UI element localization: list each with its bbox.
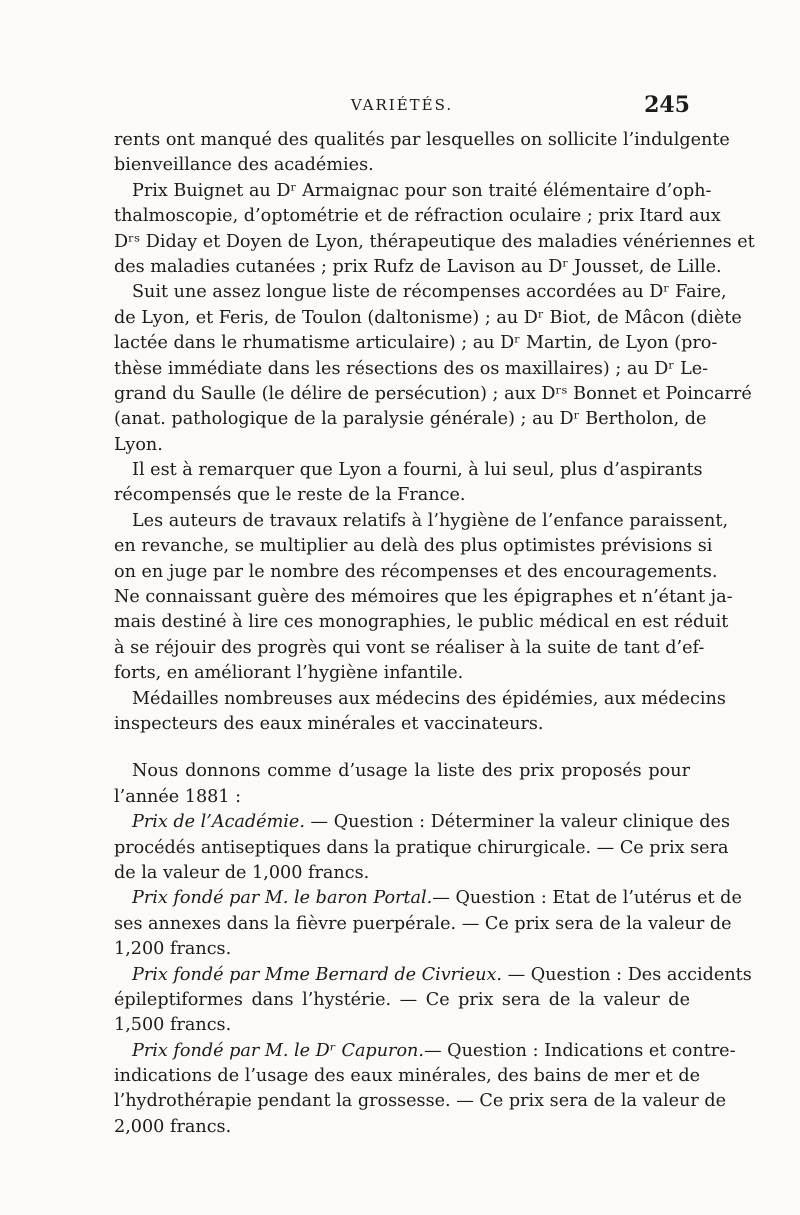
- text-line: [114, 861, 690, 886]
- running-header: [114, 92, 690, 124]
- line-text: grand du Saulle (le délire de persécution) ; aux Dʳˢ Bonnet et Poincarré: [114, 383, 752, 404]
- text-line: [114, 280, 727, 305]
- text-line: [114, 912, 732, 937]
- text-line: [114, 483, 690, 508]
- text-line: [114, 937, 690, 962]
- page-number: 245: [644, 92, 690, 118]
- text-line: [114, 433, 690, 458]
- text-line: [114, 836, 729, 861]
- text-line: [114, 610, 729, 635]
- line-text: Lyon.: [114, 434, 163, 455]
- line-text: de Lyon, et Feris, de Toulon (daltonisme) ; au Dʳ Biot, de Mâcon (diète: [114, 307, 742, 328]
- text-line: [114, 458, 703, 483]
- text-line: [114, 560, 718, 585]
- line-text: on en juge par le nombre des récompenses et des encouragements.: [114, 561, 718, 582]
- text-line: [114, 712, 690, 737]
- line-text: (anat. pathologique de la paralysie générale) ; au Dʳ Bertholon, de: [114, 409, 707, 430]
- text-line: [114, 357, 709, 382]
- text-line: [114, 759, 690, 784]
- prize-name: Prix de l’Académie.: [132, 812, 305, 833]
- line-text: mais destiné à lire ces monographies, le public médical en est réduit: [114, 612, 729, 633]
- text-line: [114, 785, 690, 810]
- line-text: Il est à remarquer que Lyon a fourni, à lui seul, plus d’aspirants: [132, 460, 703, 481]
- text-line: [114, 204, 721, 229]
- line-text: lactée dans le rhumatisme articulaire) ; au Dʳ Martin, de Lyon (pro-: [114, 333, 718, 354]
- line-text: procédés antiseptiques dans la pratique chirurgicale. — Ce prix sera: [114, 837, 729, 858]
- line-text: bienveillance des académies.: [114, 155, 374, 176]
- text-line: [114, 306, 742, 331]
- text-line: [114, 810, 730, 835]
- text-line: [114, 230, 755, 255]
- line-text: ses annexes dans la fièvre puerpérale. — Ce prix sera de la valeur de: [114, 913, 732, 934]
- line-text: — Question : Indications et contre-: [423, 1040, 736, 1061]
- text-line: [114, 1115, 690, 1140]
- text-line: [114, 128, 730, 153]
- text-line: [114, 988, 690, 1013]
- text-line: [114, 153, 690, 178]
- text-line: [114, 963, 752, 988]
- line-text: indications de l’usage des eaux minérales, des bains de mer et de: [114, 1066, 701, 1087]
- line-text: en revanche, se multiplier au delà des plus optimistes prévisions si: [114, 536, 713, 557]
- line-text: Les auteurs de travaux relatifs à l’hygiène de l’enfance paraissent,: [132, 510, 729, 531]
- line-text: Médailles nombreuses aux médecins des épidémies, aux médecins: [132, 688, 726, 709]
- line-text: Nous donnons comme d’usage la liste des prix proposés pour: [132, 761, 690, 782]
- prize-name: Prix fondé par Mme Bernard de Civrieux.: [132, 964, 502, 985]
- line-text: forts, en améliorant l’hygiène infantile.: [114, 663, 464, 684]
- line-text: — Question : Etat de l’utérus et de: [432, 888, 742, 909]
- line-text: Dʳˢ Diday et Doyen de Lyon, thérapeutique des maladies vénériennes et: [114, 231, 755, 252]
- line-text: 1,200 francs.: [114, 939, 232, 960]
- line-text: 2,000 francs.: [114, 1116, 232, 1137]
- line-text: 1,500 francs.: [114, 1015, 232, 1036]
- line-text: rents ont manqué des qualités par lesquelles on sollicite l’indulgente: [114, 130, 730, 150]
- line-text: thalmoscopie, d’optométrie et de réfraction oculaire ; prix Itard aux: [114, 206, 721, 227]
- text-line: [114, 636, 705, 661]
- paragraph-gap: [114, 737, 690, 759]
- body-text: [114, 128, 755, 1140]
- text-line: [114, 407, 707, 432]
- text-line: [114, 1013, 690, 1038]
- line-text: — Question : Des accidents: [501, 964, 752, 985]
- text-line: [114, 886, 742, 911]
- prize-name: Prix fondé par M. le baron Portal.: [132, 888, 433, 909]
- line-text: récompensés que le reste de la France.: [114, 485, 466, 506]
- section-title: VARIÉTÉS.: [350, 96, 454, 114]
- prize-name: Prix fondé par M. le Dʳ Capuron.: [132, 1040, 424, 1061]
- text-line: [114, 585, 733, 610]
- text-line: [114, 382, 752, 407]
- line-text: l’hydrothérapie pendant la grossesse. — Ce prix sera de la valeur de: [114, 1091, 727, 1112]
- line-text: l’année 1881 :: [114, 786, 242, 807]
- line-text: de la valeur de 1,000 francs.: [114, 862, 370, 883]
- text-line: [114, 1039, 736, 1064]
- line-text: épileptiformes dans l’hystérie. — Ce prix sera de la valeur de: [114, 989, 690, 1010]
- text-line: [114, 534, 713, 559]
- line-text: thèse immédiate dans les résections des os maxillaires) ; au Dʳ Le-: [114, 358, 709, 379]
- text-line: [114, 179, 712, 204]
- text-line: [114, 687, 726, 712]
- line-text: Prix Buignet au Dʳ Armaignac pour son traité élémentaire d’oph-: [132, 180, 712, 201]
- line-text: des maladies cutanées ; prix Rufz de Lavison au Dʳ Jousset, de Lille.: [114, 256, 722, 277]
- text-line: [114, 255, 722, 280]
- text-line: [114, 1064, 701, 1089]
- line-text: Ne connaissant guère des mémoires que les épigraphes et n’étant ja-: [114, 587, 733, 608]
- line-text: — Question : Déterminer la valeur clinique des: [304, 812, 730, 833]
- text-line: [114, 661, 690, 686]
- line-text: inspecteurs des eaux minérales et vaccinateurs.: [114, 713, 544, 734]
- line-text: Suit une assez longue liste de récompenses accordées au Dʳ Faire,: [132, 282, 727, 303]
- text-line: [114, 331, 718, 356]
- text-line: [114, 509, 729, 534]
- text-line: [114, 1089, 727, 1114]
- line-text: à se réjouir des progrès qui vont se réaliser à la suite de tant d’ef-: [114, 637, 705, 658]
